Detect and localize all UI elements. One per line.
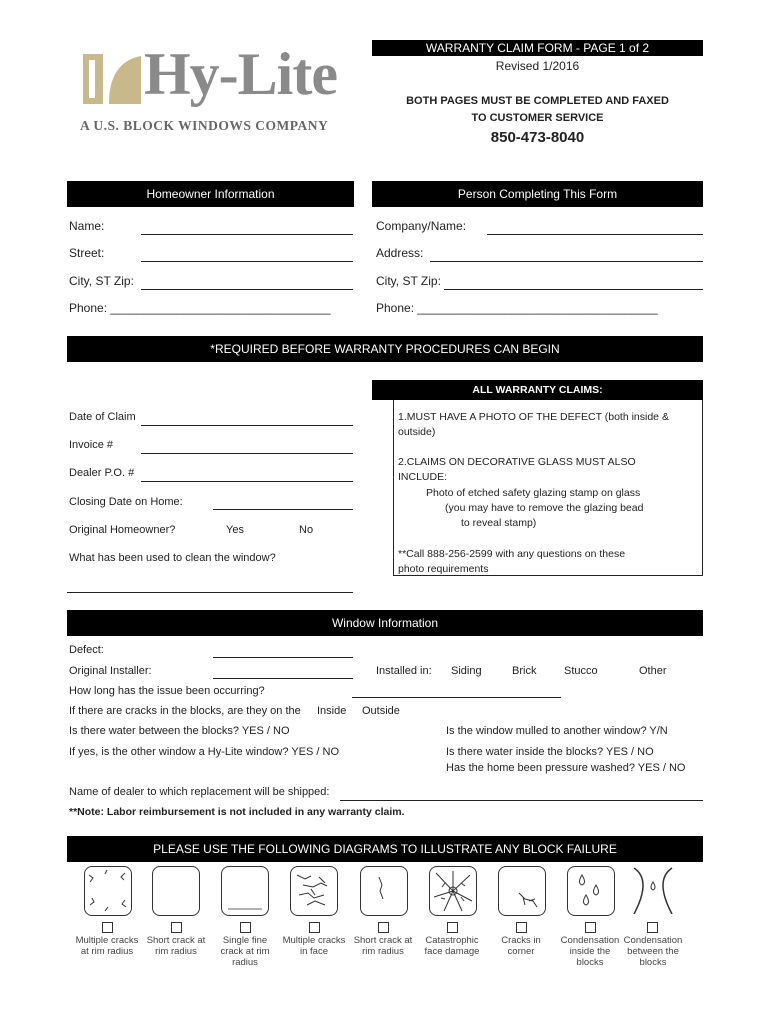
claim-requirement-2-line3: Photo of etched safety glazing stamp on glass [426, 487, 641, 499]
defect-label: Defect: [69, 644, 104, 656]
diagram-single-fine-crack-rim[interactable] [221, 866, 269, 916]
closing-date-field[interactable] [213, 509, 353, 510]
how-long-field[interactable] [352, 697, 561, 698]
diagram-multiple-cracks-rim[interactable] [84, 866, 132, 916]
required-banner: *REQUIRED BEFORE WARRANTY PROCEDURES CAN BEGIN [67, 336, 703, 362]
cleaning-method-field[interactable] [67, 592, 353, 593]
diagram-short-crack-rim-2[interactable] [360, 866, 408, 916]
diagrams-banner: PLEASE USE THE FOLLOWING DIAGRAMS TO ILLUSTRATE ANY BLOCK FAILURE [67, 836, 703, 862]
pressure-washed-question[interactable]: Has the home been pressure washed? YES / NO [446, 762, 686, 774]
completer-city-label: City, ST Zip: [376, 274, 441, 288]
checkbox-cracks-in-corner[interactable] [516, 922, 527, 933]
homeowner-info-bar: Homeowner Information [67, 181, 354, 207]
window-info-bar: Window Information [67, 610, 703, 636]
claim-call-line1: **Call 888-256-2599 with any questions on these [398, 548, 626, 560]
homeowner-city-field[interactable] [141, 289, 353, 290]
all-claims-title: ALL WARRANTY CLAIMS: [372, 380, 703, 400]
claim-requirement-2-line2: INCLUDE: [398, 471, 448, 483]
checkbox-multiple-cracks-face[interactable] [309, 922, 320, 933]
checkbox-condensation-inside[interactable] [585, 922, 596, 933]
diagram-multiple-cracks-face[interactable] [290, 866, 338, 916]
diagram-condensation-inside[interactable] [567, 866, 615, 916]
dealer-name-field[interactable] [340, 800, 703, 801]
original-homeowner-yes[interactable]: Yes [226, 524, 244, 536]
mulled-question[interactable]: Is the window mulled to another window? Y/N [446, 725, 668, 737]
original-homeowner-label: Original Homeowner? [69, 524, 176, 536]
completer-info-bar: Person Completing This Form [372, 181, 703, 207]
customer-service-phone: 850-473-8040 [490, 129, 585, 146]
diagram-caption: Multiple cracks in face [282, 935, 346, 957]
diagram-caption: Catastrophic face damage [424, 935, 480, 957]
date-of-claim-label: Date of Claim [69, 411, 136, 423]
diagram-caption: Condensation inside the blocks [560, 935, 620, 968]
diagram-catastrophic-face-damage[interactable] [429, 866, 477, 916]
cleaning-method-label: What has been used to clean the window? [69, 552, 276, 564]
logo-mark-icon [81, 52, 143, 107]
cracks-outside-option[interactable]: Outside [362, 705, 400, 717]
diagram-caption: Cracks in corner [501, 935, 541, 957]
logo-tagline: A U.S. BLOCK WINDOWS COMPANY [80, 118, 329, 133]
date-of-claim-field[interactable] [141, 425, 353, 426]
cracks-inside-option[interactable]: Inside [317, 705, 347, 717]
homeowner-name-field[interactable] [141, 234, 353, 235]
diagram-caption: Short crack at rim radius [146, 935, 206, 957]
checkbox-catastrophic-face-damage[interactable] [447, 922, 458, 933]
homeowner-name-label: Name: [69, 219, 105, 233]
original-homeowner-no[interactable]: No [299, 524, 314, 536]
homeowner-city-label: City, ST Zip: [69, 274, 134, 288]
installed-other-option[interactable]: Other [639, 665, 667, 677]
installed-in-label: Installed in: [376, 665, 432, 677]
installed-brick-option[interactable]: Brick [512, 665, 537, 677]
installer-field[interactable] [213, 678, 353, 679]
diagram-cracks-in-corner[interactable] [498, 866, 546, 916]
checkbox-single-fine-crack-rim[interactable] [240, 922, 251, 933]
completer-city-field[interactable] [444, 289, 703, 290]
diagram-short-crack-rim[interactable] [152, 866, 200, 916]
revised-date: Revised 1/2016 [495, 59, 580, 73]
labor-note: **Note: Labor reimbursement is not included in any warranty claim. [69, 806, 405, 818]
homeowner-street-field[interactable] [141, 261, 353, 262]
checkbox-short-crack-rim[interactable] [171, 922, 182, 933]
diagram-condensation-between[interactable] [630, 866, 676, 914]
notice-line-1: BOTH PAGES MUST BE COMPLETED AND FAXED [406, 95, 669, 107]
claim-requirement-2-line5: to reveal stamp) [461, 517, 537, 529]
other-hylite-question[interactable]: If yes, is the other window a Hy-Lite window? YES / NO [69, 746, 340, 758]
completer-address-label: Address: [376, 246, 424, 260]
installed-siding-option[interactable]: Siding [451, 665, 482, 677]
installed-stucco-option[interactable]: Stucco [564, 665, 598, 677]
dealer-po-label: Dealer P.O. # [69, 467, 135, 479]
dealer-po-field[interactable] [141, 481, 353, 482]
installer-label: Original Installer: [69, 665, 152, 677]
completer-company-label: Company/Name: [376, 219, 467, 233]
claim-requirement-2-line4: (you may have to remove the glazing bead [445, 502, 644, 514]
homeowner-phone-field[interactable]: Phone: _________________________________ [69, 301, 331, 315]
closing-date-label: Closing Date on Home: [69, 496, 183, 508]
diagram-caption: Condensation between the blocks [623, 935, 683, 968]
claim-call-line2: photo requirements [398, 563, 489, 575]
checkbox-multiple-cracks-rim[interactable] [102, 922, 113, 933]
diagram-caption: Single fine crack at rim radius [220, 935, 270, 968]
dealer-name-label: Name of dealer to which replacement will be shipped: [69, 786, 330, 798]
checkbox-condensation-between[interactable] [647, 922, 658, 933]
invoice-field[interactable] [141, 453, 353, 454]
claim-requirement-2-line1: 2.CLAIMS ON DECORATIVE GLASS MUST ALSO [398, 456, 636, 468]
water-inside-question[interactable]: Is there water inside the blocks? YES / NO [446, 746, 654, 758]
claim-requirement-1: 1.MUST HAVE A PHOTO OF THE DEFECT (both inside & outside) [398, 411, 669, 438]
cracks-location-label: If there are cracks in the blocks, are they on the [69, 705, 301, 717]
notice-line-2: TO CUSTOMER SERVICE [471, 112, 604, 124]
completer-company-field[interactable] [487, 234, 703, 235]
invoice-label: Invoice # [69, 439, 114, 451]
completer-address-field[interactable] [430, 261, 703, 262]
form-title-bar: WARRANTY CLAIM FORM - PAGE 1 of 2 [372, 40, 703, 56]
company-logo [78, 41, 358, 139]
how-long-label: How long has the issue been occurring? [69, 685, 265, 697]
diagram-caption: Multiple cracks at rim radius [75, 935, 139, 957]
diagram-caption: Short crack at rim radius [353, 935, 413, 957]
water-between-question[interactable]: Is there water between the blocks? YES / NO [69, 725, 290, 737]
checkbox-short-crack-rim-2[interactable] [378, 922, 389, 933]
defect-field[interactable] [213, 657, 353, 658]
homeowner-street-label: Street: [69, 246, 105, 260]
completer-phone-field[interactable]: Phone: ____________________________________ [376, 301, 658, 315]
logo-wordmark: Hy-Lite [144, 41, 337, 107]
